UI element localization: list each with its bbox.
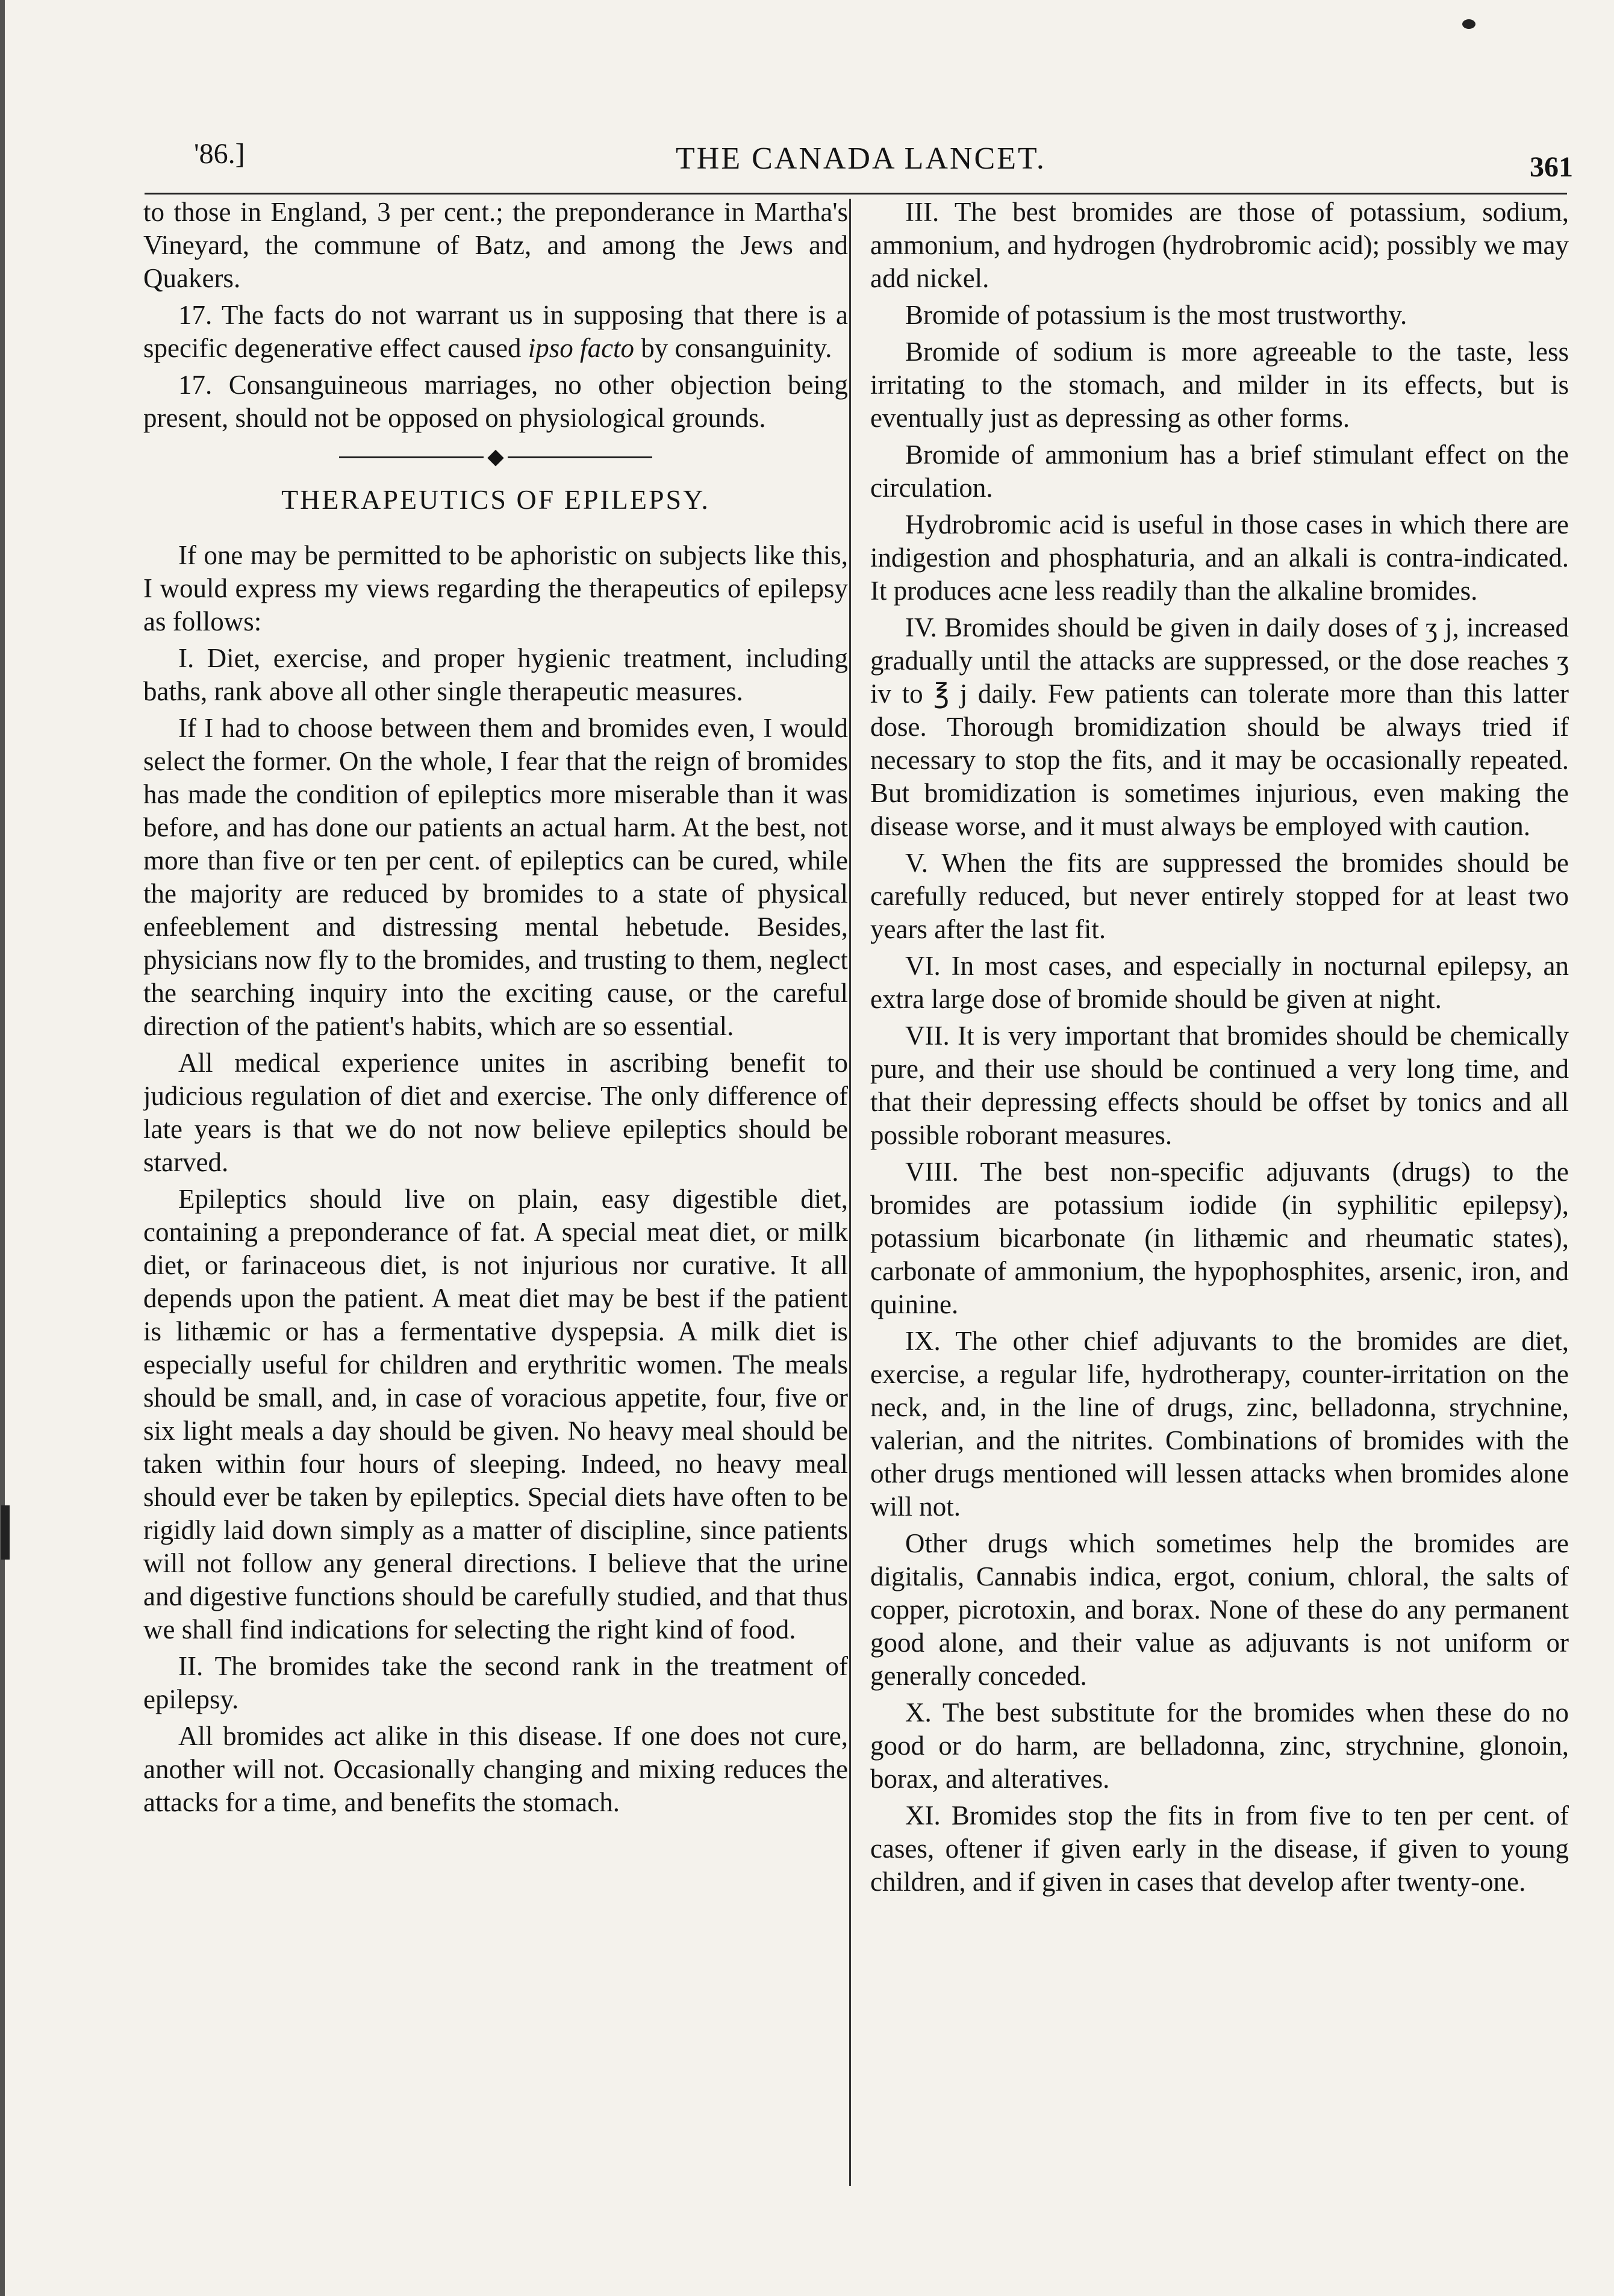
left-paragraph: I. Diet, exercise, and proper hygienic treatment, including baths, rank above all other single therapeutic measures.: [143, 643, 848, 706]
right-paragraph: X. The best substitute for the bromides when these do no good or do harm, are belladonna, zinc, strychnine, glonoin, borax, and alteratives.: [870, 1697, 1569, 1794]
left-paragraph: If I had to choose between them and bromides even, I would select the former. On the whole, I fear that the reign of bromides has made the condition of epileptics more miserable than it was before, and has done our patients an actual harm. At the best, not more than five or ten per cent. of epileptics can be cured, while the majority are reduced by bromides to a state of physical enfeeblement and distressing mental hebetude. Besides, physicians now fly to the bromides, and trusting to them, neglect the searching inquiry into the exciting cause, or the careful direction of the patient's habits, which are so essential.: [143, 713, 848, 1041]
right-paragraph: Other drugs which sometimes help the bromides are digitalis, Cannabis indica, ergot, conium, chloral, the salts of copper, picrotoxin, and borax. None of these do any permanent good alone, and their value as adjuvants is not uniform or generally conceded.: [870, 1528, 1569, 1691]
intro-p2-pre: 17. The facts do not warrant us in supposing that there is a specific degenerative effect caused: [143, 300, 848, 363]
left-paragraph: Epileptics should live on plain, easy digestible diet, containing a preponderance of fat. A special meat diet, or milk diet, or farinaceous diet, is not injurious nor curative. It all depends upon the patient. A meat diet may be best if the patient is lithæmic or has a fermentative dyspepsia. A milk diet is especially useful for children and erythritic women. The meals should be small, and, in case of voracious appetite, four, five or six light meals a day should be given. No heavy meal should be taken within four hours of sleeping. Indeed, no heavy meal should ever be taken by epileptics. Special diets have often to be rigidly laid down simply as a matter of discipline, since patients will not follow any general directions. I believe that the urine and digestive functions should be carefully studied, and that thus we shall find indications for selecting the right kind of food.: [143, 1184, 848, 1644]
right-paragraph: Bromide of sodium is more agreeable to the taste, less irritating to the stomach, and milder in its effects, but is eventually just as depressing as other forms.: [870, 337, 1569, 433]
right-paragraph: IV. Bromides should be given in daily doses of ʒ j, increased gradually until the attacks are suppressed, or the dose reaches ʒ iv to ℥ j daily. Few patients can tolerate more than this latter dose. Thorough bromidization should be always tried if necessary to stop the fits, and it may be occasionally repeated. But bromidization is sometimes injurious, even making the disease worse, and it must always be employed with caution.: [870, 612, 1569, 841]
right-paragraph: Hydrobromic acid is useful in those cases in which there are indigestion and phosphaturia, and an alkali is contra-indicated. It produces acne less readily than the alkaline bromides.: [870, 509, 1569, 606]
right-paragraph: V. When the fits are suppressed the bromides should be carefully reduced, but never entirely stopped for at least two years after the last fit.: [870, 848, 1569, 944]
right-paragraph: Bromide of potassium is the most trustworthy.: [905, 300, 1407, 330]
right-paragraph: III. The best bromides are those of potassium, sodium, ammonium, and hydrogen (hydrobromic acid); possibly we may add nickel.: [870, 197, 1569, 293]
margin-mark: [1, 1505, 10, 1560]
right-paragraph: IX. The other chief adjuvants to the bromides are diet, exercise, a regular life, hydrotherapy, counter-irritation on the neck, and, in the line of drugs, zinc, belladonna, strychnine, valerian, and the nitrites. Combinations of bromides with the other drugs mentioned will lessen attacks when bromides alone will not.: [870, 1326, 1569, 1522]
left-paragraph: If one may be permitted to be aphoristic on subjects like this, I would express my views regarding the therapeutics of epilepsy as follows:: [143, 540, 848, 636]
left-column: [143, 196, 848, 2183]
right-paragraph: XI. Bromides stop the fits in from five to ten per cent. of cases, oftener if given early in the disease, if given to young children, and if given in cases that develop after twenty-one.: [870, 1800, 1569, 1897]
section-divider-ornament: ◆: [484, 446, 508, 467]
intro-paragraph-1: to those in England, 3 per cent.; the preponderance in Martha's Vineyard, the commune of Batz, and among the Jews and Quakers.: [143, 197, 848, 293]
left-paragraph: All bromides act alike in this disease. If one does not cure, another will not. Occasionally changing and mixing reduces the attacks for a time, and benefits the stomach.: [143, 1721, 848, 1817]
intro-paragraph-2: [143, 299, 848, 365]
right-paragraph: VIII. The best non-specific adjuvants (drugs) to the bromides are potassium iodide (in syphilitic epilepsy), potassium bicarbonate (in lithæmic and rheumatic states), carbonate of ammonium, the hypophosphites, arsenic, iron, and quinine.: [870, 1157, 1569, 1319]
column-divider: [849, 199, 851, 2186]
scan-speck: [1462, 19, 1475, 29]
header-rule: [145, 193, 1567, 194]
section-divider: [339, 444, 652, 468]
section-title: THERAPEUTICS OF EPILEPSY.: [281, 484, 710, 515]
right-paragraph: Bromide of ammonium has a brief stimulant effect on the circulation.: [870, 440, 1569, 503]
right-paragraph: VI. In most cases, and especially in nocturnal epilepsy, an extra large dose of bromide should be given at night.: [870, 951, 1569, 1014]
intro-p2-post: by consanguinity.: [634, 333, 832, 363]
intro-p2-italic: ipso facto: [528, 333, 635, 363]
left-paragraph: II. The bromides take the second rank in the treatment of epilepsy.: [143, 1651, 848, 1714]
right-column: [870, 196, 1569, 2243]
page-number: 361: [1530, 151, 1573, 183]
header-year: '86.]: [194, 138, 245, 170]
intro-paragraph-3: 17. Consanguineous marriages, no other objection being present, should not be opposed on physiological grounds.: [143, 370, 848, 433]
right-paragraph: VII. It is very important that bromides should be chemically pure, and their use should be continued a very long time, and that their depressing effects should be offset by tonics and all possible roborant measures.: [870, 1021, 1569, 1150]
journal-title: THE CANADA LANCET.: [676, 142, 1046, 176]
binding-edge-mark: [0, 0, 5, 2296]
running-header: [194, 137, 1573, 191]
left-paragraph: All medical experience unites in ascribing benefit to judicious regulation of diet and exercise. The only difference of late years is that we do not now believe epileptics should be starved.: [143, 1048, 848, 1177]
